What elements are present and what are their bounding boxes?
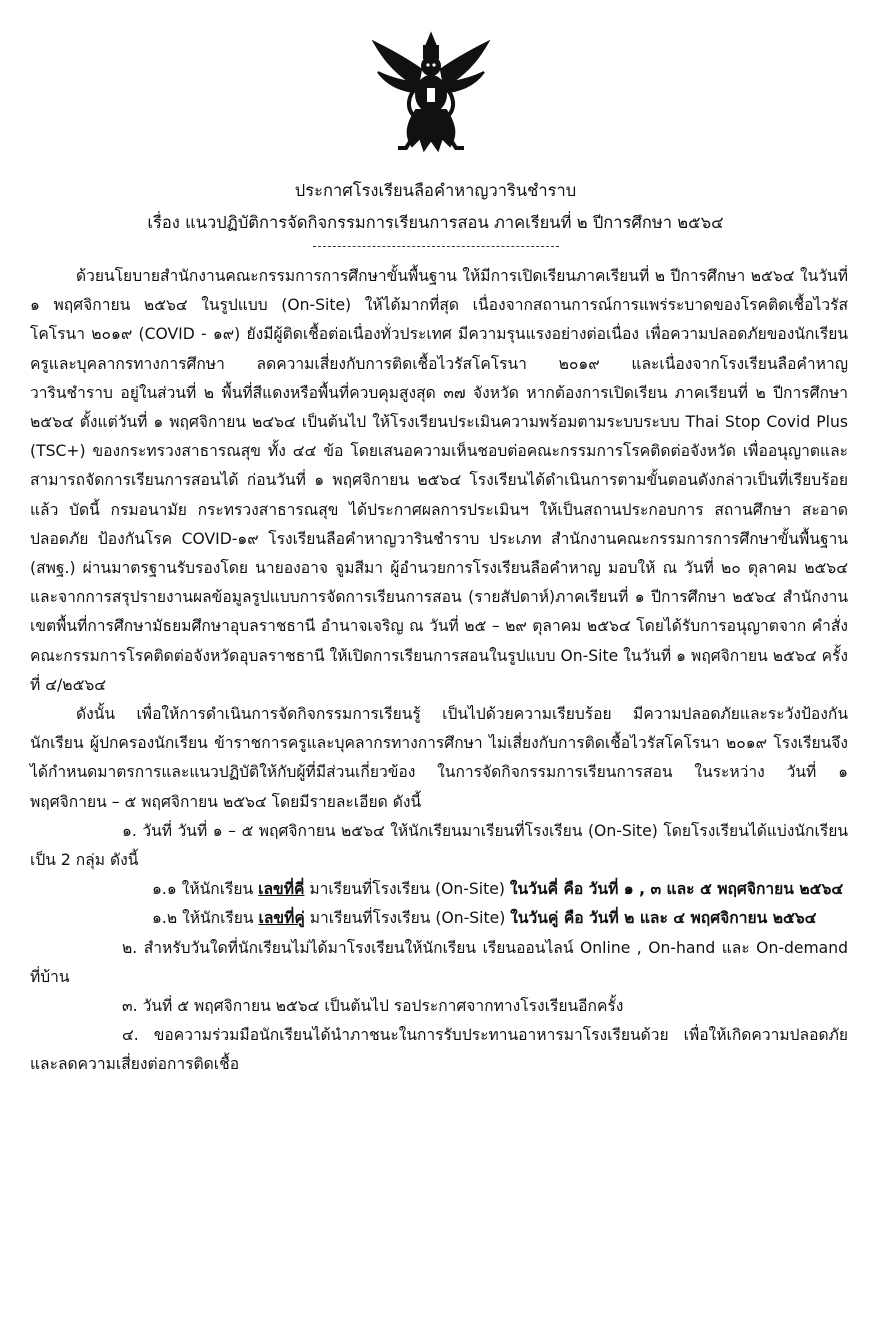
sub-item-lead: ๑.๑ ให้นักเรียน	[152, 880, 259, 899]
sub-item-lead: ๑.๒ ให้นักเรียน	[152, 909, 259, 928]
paragraph-background: ด้วยนโยบายสำนักงานคณะกรรมการการศึกษาขั้นพื้นฐาน ให้มีการเปิดเรียนภาคเรียนที่ ๒ ปีการศึกษา ๒๕๖๔ ในวันที่ ๑ พฤศจิกายน ๒๕๖๔ ในรูปแบบ (On-Site) ให้ได้มากที่สุด เนื่องจากสถานการณ์การแพร่ระบาดของโรคติดเชื้อไวรัสโคโรนา ๒๐๑๙ (COVID - ๑๙) ยังมีผู้ติดเชื้อต่อเนื่องทั่วประเทศ มีความรุนแรงอย่างต่อเนื่อง เพื่อความปลอดภัยของนักเรียน ครูและบุคลากรทางการศึกษา ลดความเสี่ยงกับการติดเชื้อไวรัสโคโรนา ๒๐๑๙ และเนื่องจากโรงเรียนลือคำหาญวารินชำราบ อยู่ในส่วนที่ ๒ พื้นที่สีแดงหรือพื้นที่ควบคุมสูงสุด ๓๗ จังหวัด หากต้องการเปิดเรียน ภาคเรียนที่ ๒ ปีการศึกษา ๒๕๖๔ ตั้งแต่วันที่ ๑ พฤศจิกายน ๒๔๖๔ เป็นต้นไป ให้โรงเรียนประเมินความพร้อมตามระบบระบบ Thai Stop Covid Plus (TSC+) ของกระทรวงสาธารณสุข ทั้ง ๔๔ ข้อ โดยเสนอความเห็นชอบต่อคณะกรรมการโรคติดต่อจังหวัด เพื่ออนุญาตและสามารถจัดการเรียนการสอนได้ ก่อนวันที่ ๑ พฤศจิกายน ๒๕๖๔ โรงเรียนได้ดำเนินการตามขั้นตอนดังกล่าวเป็นที่เรียบร้อยแล้ว บัดนี้ กรมอนามัย กระทรวงสาธารณสุข ได้ประกาศผลการประเมินฯ ให้เป็นสถานประกอบการ สถานศึกษา สะอาด ปลอดภัย ป้องกันโรค COVID-๑๙ โรงเรียนลือคำหาญวารินชำราบ ประเภท สำนักงานคณะกรรมการการศึกษาขั้นพื้นฐาน (สพฐ.) ผ่านมาตรฐานรับรองโดย นายองอาจ จูมสีมา ผู้อำนวยการโรงเรียนลือคำหาญ มอบให้ ณ วันที่ ๒๐ ตุลาคม ๒๕๖๔ และจากการสรุปรายงานผลข้อมูลรูปแบบการจัดการเรียนการสอน (รายสัปดาห์)ภาคเรียนที่ ๑ ปีการศึกษา ๒๕๖๔ สำนักงานเขตพื้นที่การศึกษามัธยมศึกษาอุบลราชธานี อำนาจเจริญ ณ วันที่ ๒๕ – ๒๙ ตุลาคม ๒๕๖๔ โดยได้รับการอนุญาตจาก คำสั่งคณะกรรมการโรคติดต่อจังหวัดอุบลราชธานี ให้เปิดการเรียนการสอนในรูปแบบ On-Site ในวันที่ ๑ พฤศจิกายน ๒๕๖๔ ครั้งที่ ๔/๒๕๖๔	[30, 267, 848, 694]
paragraph-measures: ดังนั้น เพื่อให้การดำเนินการจัดกิจกรรมการเรียนรู้ เป็นไปด้วยความเรียบร้อย มีความปลอดภัยและระวังป้องกันนักเรียน ผู้ปกครองนักเรียน ข้าราชการครูและบุคลากรทางการศึกษา ไม่เสี่ยงกับการติดเชื้อไวรัสโคโรนา ๒๐๑๙ โรงเรียนจึงได้กำหนดมาตรการและแนวปฏิบัติให้กับผู้ที่มีส่วนเกี่ยวข้อง ในการจัดกิจกรรมการเรียนการสอน ในระหว่าง วันที่ ๑ พฤศจิกายน – ๕ พฤศจิกายน ๒๕๖๔ โดยมีรายละเอียด ดังนี้	[30, 705, 849, 811]
even-days-text: ในวันคู่ คือ วันที่ ๒ และ ๔ พฤศจิกายน ๒๕๖๔	[510, 909, 817, 928]
even-number-label: เลขที่คู่	[258, 909, 305, 928]
announcement-subject: เรื่อง แนวปฏิบัติการจัดกิจกรรมการเรียนการสอน ภาคเรียนที่ ๒ ปีการศึกษา ๒๕๖๔	[147, 213, 724, 232]
list-item-4: ๔. ขอความร่วมมือนักเรียนได้นำภาชนะในการรับประทานอาหารมาโรงเรียนด้วย เพื่อให้เกิดความปลอดภัยและลดความเสี่ยงต่อการติดเชื้อ	[30, 1026, 848, 1074]
announcement-title: ประกาศโรงเรียนลือคำหาญวารินชำราบ	[294, 181, 577, 200]
odd-days-text: ในวันคี่ คือ วันที่ ๑ , ๓ และ ๕ พฤศจิกายน ๒๕๖๔	[509, 880, 844, 899]
title-divider	[313, 246, 559, 247]
garuda-emblem-icon	[368, 30, 494, 156]
list-item-2: ๒. สำหรับวันใดที่นักเรียนไม่ได้มาโรงเรียนให้นักเรียน เรียนออนไลน์ Online , On-hand และ On-demand ที่บ้าน	[30, 938, 848, 986]
sub-item-middle: มาเรียนที่โรงเรียน (On-Site)	[304, 880, 510, 899]
list-item-1-2	[30, 904, 848, 933]
list-item-1: ๑. วันที่ วันที่ ๑ – ๕ พฤศจิกายน ๒๕๖๔ ให้นักเรียนมาเรียนที่โรงเรียน (On-Site) โดยโรงเรียนได้แบ่งนักเรียนเป็น 2 กลุ่ม ดังนี้	[30, 821, 848, 870]
odd-number-label: เลขที่คี่	[258, 880, 305, 899]
list-item-3: ๓. วันที่ ๕ พฤศจิกายน ๒๕๖๔ เป็นต้นไป รอประกาศจากทางโรงเรียนอีกครั้ง	[122, 997, 624, 1016]
announcement-body	[30, 262, 848, 1080]
sub-item-middle: มาเรียนที่โรงเรียน (On-Site)	[304, 909, 511, 928]
list-item-1-1	[30, 875, 848, 904]
